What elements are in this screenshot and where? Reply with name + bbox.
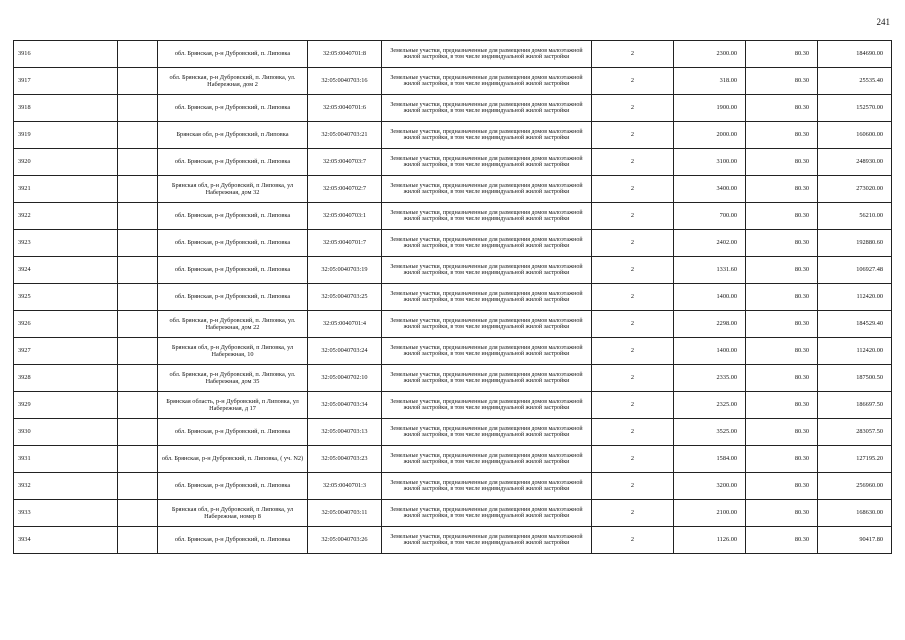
address-cell: обл. Брянская, р-н Дубровский, п. Липовка bbox=[158, 230, 308, 257]
table-row bbox=[14, 419, 892, 446]
address-cell: обл. Брянская, р-н Дубровский, п. Липовка bbox=[158, 257, 308, 284]
page-number: 241 bbox=[876, 17, 890, 27]
row-number: 3925 bbox=[14, 284, 118, 311]
empty-cell bbox=[118, 527, 158, 554]
category-cell: 2 bbox=[592, 419, 674, 446]
cadastral-number-cell: 32:05:0040703:21 bbox=[308, 122, 382, 149]
cadastral-number-cell: 32:05:0040703:34 bbox=[308, 392, 382, 419]
address-cell: обл. Брянская, р-н Дубровский, п. Липовка bbox=[158, 95, 308, 122]
cadastral-number-cell: 32:05:0040702:10 bbox=[308, 365, 382, 392]
category-cell: 2 bbox=[592, 446, 674, 473]
area-cell: 1900.00 bbox=[674, 95, 746, 122]
address-cell: Брянская обл, р-н Дубровский, п Липовка bbox=[158, 122, 308, 149]
row-number: 3932 bbox=[14, 473, 118, 500]
rate-cell: 80.30 bbox=[746, 311, 818, 338]
row-number: 3923 bbox=[14, 230, 118, 257]
cadastral-cost-cell: 25535.40 bbox=[818, 68, 892, 95]
table-row bbox=[14, 446, 892, 473]
address-cell: обл. Брянская, р-н Дубровский, п. Липовка bbox=[158, 473, 308, 500]
cadastral-cost-cell: 192880.60 bbox=[818, 230, 892, 257]
address-cell: Брянская область, р-н Дубровский, п Липовка, ул Набережная, д 17 bbox=[158, 392, 308, 419]
table-row bbox=[14, 122, 892, 149]
cadastral-cost-cell: 184529.40 bbox=[818, 311, 892, 338]
empty-cell bbox=[118, 392, 158, 419]
cadastral-number-cell: 32:05:0040703:19 bbox=[308, 257, 382, 284]
land-use-purpose-cell: Земельные участки, предназначенные для размещения домов малоэтажной жилой застройки, в том числе индивидуальной жилой застройки bbox=[382, 311, 592, 338]
rate-cell: 80.30 bbox=[746, 473, 818, 500]
cadastral-number-cell: 32:05:0040703:26 bbox=[308, 527, 382, 554]
address-cell: обл. Брянская, р-н Дубровский, п. Липовка, ул. Набережная, дом 2 bbox=[158, 68, 308, 95]
empty-cell bbox=[118, 338, 158, 365]
land-use-purpose-cell: Земельные участки, предназначенные для размещения домов малоэтажной жилой застройки, в том числе индивидуальной жилой застройки bbox=[382, 365, 592, 392]
address-cell: обл. Брянская, р-н Дубровский, п. Липовка, ул. Набережная, дом 35 bbox=[158, 365, 308, 392]
rate-cell: 80.30 bbox=[746, 419, 818, 446]
empty-cell bbox=[118, 176, 158, 203]
row-number: 3929 bbox=[14, 392, 118, 419]
rate-cell: 80.30 bbox=[746, 338, 818, 365]
rate-cell: 80.30 bbox=[746, 527, 818, 554]
table-body bbox=[14, 41, 892, 554]
row-number: 3928 bbox=[14, 365, 118, 392]
rate-cell: 80.30 bbox=[746, 392, 818, 419]
land-use-purpose-cell: Земельные участки, предназначенные для размещения домов малоэтажной жилой застройки, в том числе индивидуальной жилой застройки bbox=[382, 392, 592, 419]
table-row bbox=[14, 527, 892, 554]
table-row bbox=[14, 230, 892, 257]
table-row bbox=[14, 68, 892, 95]
category-cell: 2 bbox=[592, 473, 674, 500]
table-row bbox=[14, 365, 892, 392]
empty-cell bbox=[118, 419, 158, 446]
empty-cell bbox=[118, 365, 158, 392]
empty-cell bbox=[118, 500, 158, 527]
empty-cell bbox=[118, 95, 158, 122]
land-use-purpose-cell: Земельные участки, предназначенные для размещения домов малоэтажной жилой застройки, в том числе индивидуальной жилой застройки bbox=[382, 473, 592, 500]
address-cell: обл. Брянская, р-н Дубровский, п. Липовка bbox=[158, 41, 308, 68]
empty-cell bbox=[118, 203, 158, 230]
table-row bbox=[14, 41, 892, 68]
rate-cell: 80.30 bbox=[746, 500, 818, 527]
table-row bbox=[14, 149, 892, 176]
cadastral-cost-cell: 127195.20 bbox=[818, 446, 892, 473]
land-use-purpose-cell: Земельные участки, предназначенные для размещения домов малоэтажной жилой застройки, в том числе индивидуальной жилой застройки bbox=[382, 41, 592, 68]
empty-cell bbox=[118, 149, 158, 176]
area-cell: 2335.00 bbox=[674, 365, 746, 392]
row-number: 3924 bbox=[14, 257, 118, 284]
area-cell: 2000.00 bbox=[674, 122, 746, 149]
rate-cell: 80.30 bbox=[746, 365, 818, 392]
area-cell: 3100.00 bbox=[674, 149, 746, 176]
area-cell: 1400.00 bbox=[674, 284, 746, 311]
row-number: 3922 bbox=[14, 203, 118, 230]
table-row bbox=[14, 176, 892, 203]
area-cell: 2300.00 bbox=[674, 41, 746, 68]
address-cell: обл. Брянская, р-н Дубровский, п. Липовка bbox=[158, 284, 308, 311]
cadastral-cost-cell: 283057.50 bbox=[818, 419, 892, 446]
rate-cell: 80.30 bbox=[746, 257, 818, 284]
area-cell: 1400.00 bbox=[674, 338, 746, 365]
row-number: 3917 bbox=[14, 68, 118, 95]
land-use-purpose-cell: Земельные участки, предназначенные для размещения домов малоэтажной жилой застройки, в том числе индивидуальной жилой застройки bbox=[382, 122, 592, 149]
rate-cell: 80.30 bbox=[746, 176, 818, 203]
area-cell: 3200.00 bbox=[674, 473, 746, 500]
land-use-purpose-cell: Земельные участки, предназначенные для размещения домов малоэтажной жилой застройки, в том числе индивидуальной жилой застройки bbox=[382, 203, 592, 230]
table-row bbox=[14, 95, 892, 122]
table-row bbox=[14, 284, 892, 311]
cadastral-cost-cell: 248930.00 bbox=[818, 149, 892, 176]
cadastral-cost-cell: 186697.50 bbox=[818, 392, 892, 419]
cadastral-number-cell: 32:05:0040701:3 bbox=[308, 473, 382, 500]
land-use-purpose-cell: Земельные участки, предназначенные для размещения домов малоэтажной жилой застройки, в том числе индивидуальной жилой застройки bbox=[382, 338, 592, 365]
rate-cell: 80.30 bbox=[746, 95, 818, 122]
table-row bbox=[14, 500, 892, 527]
empty-cell bbox=[118, 284, 158, 311]
cadastral-number-cell: 32:05:0040703:16 bbox=[308, 68, 382, 95]
category-cell: 2 bbox=[592, 527, 674, 554]
row-number: 3927 bbox=[14, 338, 118, 365]
cadastral-cost-cell: 90417.80 bbox=[818, 527, 892, 554]
row-number: 3934 bbox=[14, 527, 118, 554]
cadastral-cost-cell: 256960.00 bbox=[818, 473, 892, 500]
cadastral-cost-cell: 184690.00 bbox=[818, 41, 892, 68]
cadastral-number-cell: 32:05:0040703:7 bbox=[308, 149, 382, 176]
row-number: 3930 bbox=[14, 419, 118, 446]
row-number: 3918 bbox=[14, 95, 118, 122]
category-cell: 2 bbox=[592, 176, 674, 203]
empty-cell bbox=[118, 257, 158, 284]
category-cell: 2 bbox=[592, 68, 674, 95]
area-cell: 3400.00 bbox=[674, 176, 746, 203]
row-number: 3921 bbox=[14, 176, 118, 203]
cadastral-cost-cell: 187500.50 bbox=[818, 365, 892, 392]
area-cell: 1331.60 bbox=[674, 257, 746, 284]
row-number: 3920 bbox=[14, 149, 118, 176]
address-cell: обл. Брянская, р-н Дубровский, п. Липовка bbox=[158, 203, 308, 230]
category-cell: 2 bbox=[592, 392, 674, 419]
empty-cell bbox=[118, 446, 158, 473]
cadastral-number-cell: 32:05:0040701:8 bbox=[308, 41, 382, 68]
land-use-purpose-cell: Земельные участки, предназначенные для размещения домов малоэтажной жилой застройки, в том числе индивидуальной жилой застройки bbox=[382, 446, 592, 473]
category-cell: 2 bbox=[592, 41, 674, 68]
category-cell: 2 bbox=[592, 338, 674, 365]
land-use-purpose-cell: Земельные участки, предназначенные для размещения домов малоэтажной жилой застройки, в том числе индивидуальной жилой застройки bbox=[382, 230, 592, 257]
land-use-purpose-cell: Земельные участки, предназначенные для размещения домов малоэтажной жилой застройки, в том числе индивидуальной жилой застройки bbox=[382, 419, 592, 446]
cadastral-cost-cell: 56210.00 bbox=[818, 203, 892, 230]
category-cell: 2 bbox=[592, 500, 674, 527]
table-row bbox=[14, 311, 892, 338]
address-cell: обл. Брянская, р-н Дубровский, п. Липовка bbox=[158, 419, 308, 446]
area-cell: 2325.00 bbox=[674, 392, 746, 419]
row-number: 3916 bbox=[14, 41, 118, 68]
cadastral-number-cell: 32:05:0040703:24 bbox=[308, 338, 382, 365]
row-number: 3933 bbox=[14, 500, 118, 527]
cadastral-number-cell: 32:05:0040703:13 bbox=[308, 419, 382, 446]
land-use-purpose-cell: Земельные участки, предназначенные для размещения домов малоэтажной жилой застройки, в том числе индивидуальной жилой застройки bbox=[382, 149, 592, 176]
land-use-purpose-cell: Земельные участки, предназначенные для размещения домов малоэтажной жилой застройки, в том числе индивидуальной жилой застройки bbox=[382, 284, 592, 311]
address-cell: обл. Брянская, р-н Дубровский, п. Липовка, ( уч. N2) bbox=[158, 446, 308, 473]
empty-cell bbox=[118, 41, 158, 68]
address-cell: обл. Брянская, р-н Дубровский, п. Липовка, ул. Набережная, дом 22 bbox=[158, 311, 308, 338]
empty-cell bbox=[118, 122, 158, 149]
cadastral-number-cell: 32:05:0040703:25 bbox=[308, 284, 382, 311]
area-cell: 700.00 bbox=[674, 203, 746, 230]
area-cell: 1584.00 bbox=[674, 446, 746, 473]
table-row bbox=[14, 203, 892, 230]
category-cell: 2 bbox=[592, 95, 674, 122]
row-number: 3926 bbox=[14, 311, 118, 338]
address-cell: обл. Брянская, р-н Дубровский, п. Липовка bbox=[158, 149, 308, 176]
rate-cell: 80.30 bbox=[746, 284, 818, 311]
cadastral-number-cell: 32:05:0040701:7 bbox=[308, 230, 382, 257]
address-cell: Брянская обл, р-н Дубровский, п Липовка, ул Набережная, 10 bbox=[158, 338, 308, 365]
cadastral-cost-cell: 160600.00 bbox=[818, 122, 892, 149]
area-cell: 2402.00 bbox=[674, 230, 746, 257]
row-number: 3931 bbox=[14, 446, 118, 473]
cadastral-number-cell: 32:05:0040703:11 bbox=[308, 500, 382, 527]
table-row bbox=[14, 392, 892, 419]
table-row bbox=[14, 338, 892, 365]
area-cell: 318.00 bbox=[674, 68, 746, 95]
empty-cell bbox=[118, 230, 158, 257]
empty-cell bbox=[118, 473, 158, 500]
area-cell: 2100.00 bbox=[674, 500, 746, 527]
area-cell: 2298.00 bbox=[674, 311, 746, 338]
cadastral-cost-cell: 152570.00 bbox=[818, 95, 892, 122]
land-use-purpose-cell: Земельные участки, предназначенные для размещения домов малоэтажной жилой застройки, в том числе индивидуальной жилой застройки bbox=[382, 176, 592, 203]
cadastral-number-cell: 32:05:0040701:6 bbox=[308, 95, 382, 122]
category-cell: 2 bbox=[592, 203, 674, 230]
rate-cell: 80.30 bbox=[746, 41, 818, 68]
cadastral-cost-cell: 112420.00 bbox=[818, 284, 892, 311]
rate-cell: 80.30 bbox=[746, 446, 818, 473]
address-cell: Брянская обл, р-н Дубровский, п Липовка, ул Набережная, дом 32 bbox=[158, 176, 308, 203]
cadastral-cost-cell: 112420.00 bbox=[818, 338, 892, 365]
table-row bbox=[14, 257, 892, 284]
land-use-purpose-cell: Земельные участки, предназначенные для размещения домов малоэтажной жилой застройки, в том числе индивидуальной жилой застройки bbox=[382, 257, 592, 284]
address-cell: обл. Брянская, р-н Дубровский, п. Липовка bbox=[158, 527, 308, 554]
rate-cell: 80.30 bbox=[746, 230, 818, 257]
table-row bbox=[14, 473, 892, 500]
rate-cell: 80.30 bbox=[746, 68, 818, 95]
category-cell: 2 bbox=[592, 149, 674, 176]
area-cell: 3525.00 bbox=[674, 419, 746, 446]
land-use-purpose-cell: Земельные участки, предназначенные для размещения домов малоэтажной жилой застройки, в том числе индивидуальной жилой застройки bbox=[382, 500, 592, 527]
empty-cell bbox=[118, 68, 158, 95]
category-cell: 2 bbox=[592, 122, 674, 149]
land-use-purpose-cell: Земельные участки, предназначенные для размещения домов малоэтажной жилой застройки, в том числе индивидуальной жилой застройки bbox=[382, 68, 592, 95]
area-cell: 1126.00 bbox=[674, 527, 746, 554]
cadastral-number-cell: 32:05:0040703:23 bbox=[308, 446, 382, 473]
address-cell: Брянская обл, р-н Дубровский, п Липовка, ул Набережная, номер 8 bbox=[158, 500, 308, 527]
cadastral-cost-cell: 273020.00 bbox=[818, 176, 892, 203]
cadastral-cost-cell: 106927.48 bbox=[818, 257, 892, 284]
category-cell: 2 bbox=[592, 365, 674, 392]
row-number: 3919 bbox=[14, 122, 118, 149]
category-cell: 2 bbox=[592, 230, 674, 257]
empty-cell bbox=[118, 311, 158, 338]
category-cell: 2 bbox=[592, 311, 674, 338]
rate-cell: 80.30 bbox=[746, 149, 818, 176]
rate-cell: 80.30 bbox=[746, 122, 818, 149]
land-registry-table bbox=[13, 40, 892, 554]
cadastral-number-cell: 32:05:0040703:1 bbox=[308, 203, 382, 230]
category-cell: 2 bbox=[592, 257, 674, 284]
land-use-purpose-cell: Земельные участки, предназначенные для размещения домов малоэтажной жилой застройки, в том числе индивидуальной жилой застройки bbox=[382, 527, 592, 554]
land-use-purpose-cell: Земельные участки, предназначенные для размещения домов малоэтажной жилой застройки, в том числе индивидуальной жилой застройки bbox=[382, 95, 592, 122]
category-cell: 2 bbox=[592, 284, 674, 311]
cadastral-cost-cell: 168630.00 bbox=[818, 500, 892, 527]
rate-cell: 80.30 bbox=[746, 203, 818, 230]
cadastral-number-cell: 32:05:0040701:4 bbox=[308, 311, 382, 338]
cadastral-number-cell: 32:05:0040702:7 bbox=[308, 176, 382, 203]
